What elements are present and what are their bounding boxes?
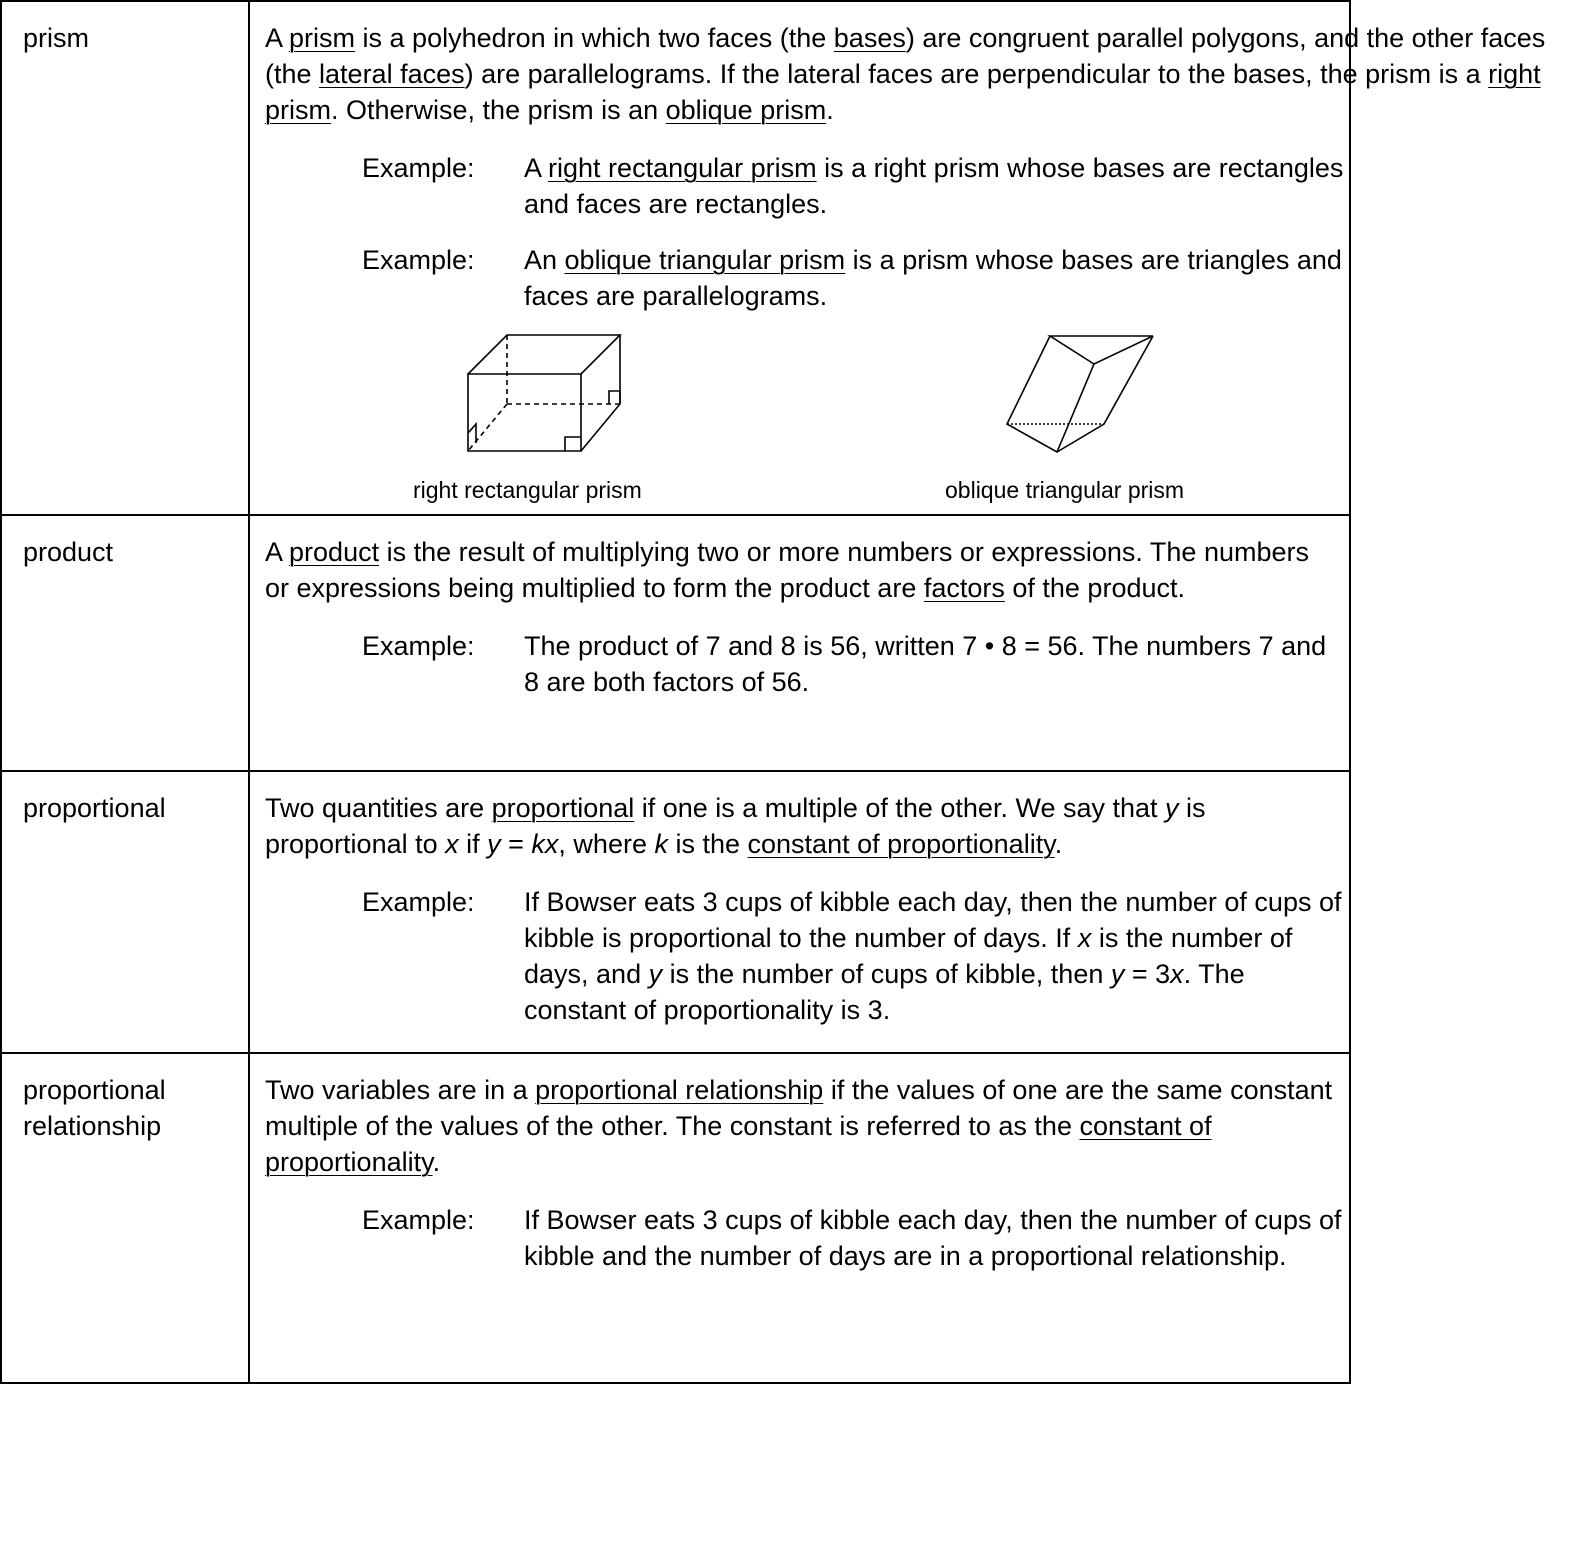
term-product: product bbox=[1, 515, 249, 771]
term-prism: prism bbox=[1, 1, 249, 515]
underlined-term: factors bbox=[923, 573, 1005, 603]
italic-variable: x bbox=[1170, 959, 1184, 989]
term-proportional-relationship: proportional relationship bbox=[1, 1053, 249, 1383]
underlined-term: bases bbox=[833, 23, 906, 53]
example-row bbox=[362, 1202, 1349, 1274]
underlined-term: proportional bbox=[491, 793, 635, 823]
example-label: Example: bbox=[362, 631, 475, 661]
oblique-triangular-prism-figure bbox=[1005, 334, 1155, 464]
definition-text: Two quantities are proportional if one is a multiple of the other. We say that y is proportional to x if y = kx, where k is the constant of proportionality. bbox=[265, 793, 1206, 859]
underlined-term: oblique prism bbox=[665, 95, 827, 125]
example-text: An oblique triangular prism is a prism whose bases are triangles and faces are parallelograms. bbox=[524, 245, 1342, 311]
example-label: Example: bbox=[362, 1205, 475, 1235]
definition-proportional bbox=[249, 771, 1350, 1053]
example-row bbox=[362, 242, 1349, 314]
glossary-row-prism bbox=[1, 1, 1350, 515]
underlined-term: product bbox=[289, 537, 380, 567]
italic-variable: y bbox=[1110, 959, 1125, 989]
italic-variable: x bbox=[1077, 923, 1092, 953]
definition-text: A product is the result of multiplying two or more numbers or expressions. The numbers or expressions being multiplied to form the product are factors of the product. bbox=[265, 537, 1309, 603]
italic-variable: kx bbox=[531, 829, 559, 859]
right-rectangular-prism-figure bbox=[448, 332, 628, 462]
glossary-row-proportional-relationship bbox=[1, 1053, 1350, 1383]
italic-variable: x bbox=[445, 829, 459, 859]
figure-caption: right rectangular prism bbox=[413, 477, 642, 503]
definition-product bbox=[249, 515, 1350, 771]
glossary-row-product bbox=[1, 515, 1350, 771]
example-text: If Bowser eats 3 cups of kibble each day, then the number of cups of kibble and the number of days are in a proportional relationship. bbox=[524, 1205, 1342, 1271]
example-row bbox=[362, 150, 1349, 222]
definition-proportional-relationship bbox=[249, 1053, 1350, 1383]
italic-variable: k bbox=[654, 829, 668, 859]
figure-caption: oblique triangular prism bbox=[945, 477, 1185, 503]
italic-variable: y bbox=[648, 959, 663, 989]
underlined-term: lateral faces bbox=[319, 59, 465, 89]
example-label: Example: bbox=[362, 245, 475, 275]
underlined-term: right prism bbox=[265, 59, 1541, 125]
underlined-term: oblique triangular prism bbox=[564, 245, 846, 275]
underlined-term: right rectangular prism bbox=[548, 153, 817, 183]
figures-area bbox=[265, 314, 1349, 514]
example-label: Example: bbox=[362, 887, 475, 917]
italic-variable: y bbox=[1165, 793, 1179, 823]
underlined-term: prism bbox=[289, 23, 356, 53]
underlined-term: constant of proportionality bbox=[265, 1111, 1212, 1177]
definition-text: Two variables are in a proportional relationship if the values of one are the same constant multiple of the values of the other. The constant is referred to as the constant of proportionality. bbox=[265, 1075, 1333, 1177]
underlined-term: proportional relationship bbox=[535, 1075, 824, 1105]
glossary-row-proportional bbox=[1, 771, 1350, 1053]
example-text: The product of 7 and 8 is 56, written 7 • 8 = 56. The numbers 7 and 8 are both factors of 56. bbox=[524, 631, 1327, 697]
underlined-term: constant of proportionality bbox=[747, 829, 1055, 859]
term-proportional: proportional bbox=[1, 771, 249, 1053]
example-text: A right rectangular prism is a right prism whose bases are rectangles and faces are rectangles. bbox=[524, 153, 1344, 219]
italic-variable: y bbox=[487, 829, 501, 859]
example-row bbox=[362, 884, 1349, 1028]
definition-prism bbox=[249, 1, 1546, 515]
example-text: If Bowser eats 3 cups of kibble each day, then the number of cups of kibble is proportional to the number of days. If x is the number of days, and y is the number of cups of kibble, then y = 3x. The constant of proportionality is 3. bbox=[524, 887, 1342, 1025]
example-label: Example: bbox=[362, 153, 475, 183]
definition-text: A prism is a polyhedron in which two faces (the bases) are congruent parallel polygons, and the other faces (the lateral faces) are parallelograms. If the lateral faces are perpendicular to the bases, the prism is a right prism. Otherwise, the prism is an oblique prism. bbox=[265, 23, 1546, 125]
example-row bbox=[362, 628, 1349, 700]
